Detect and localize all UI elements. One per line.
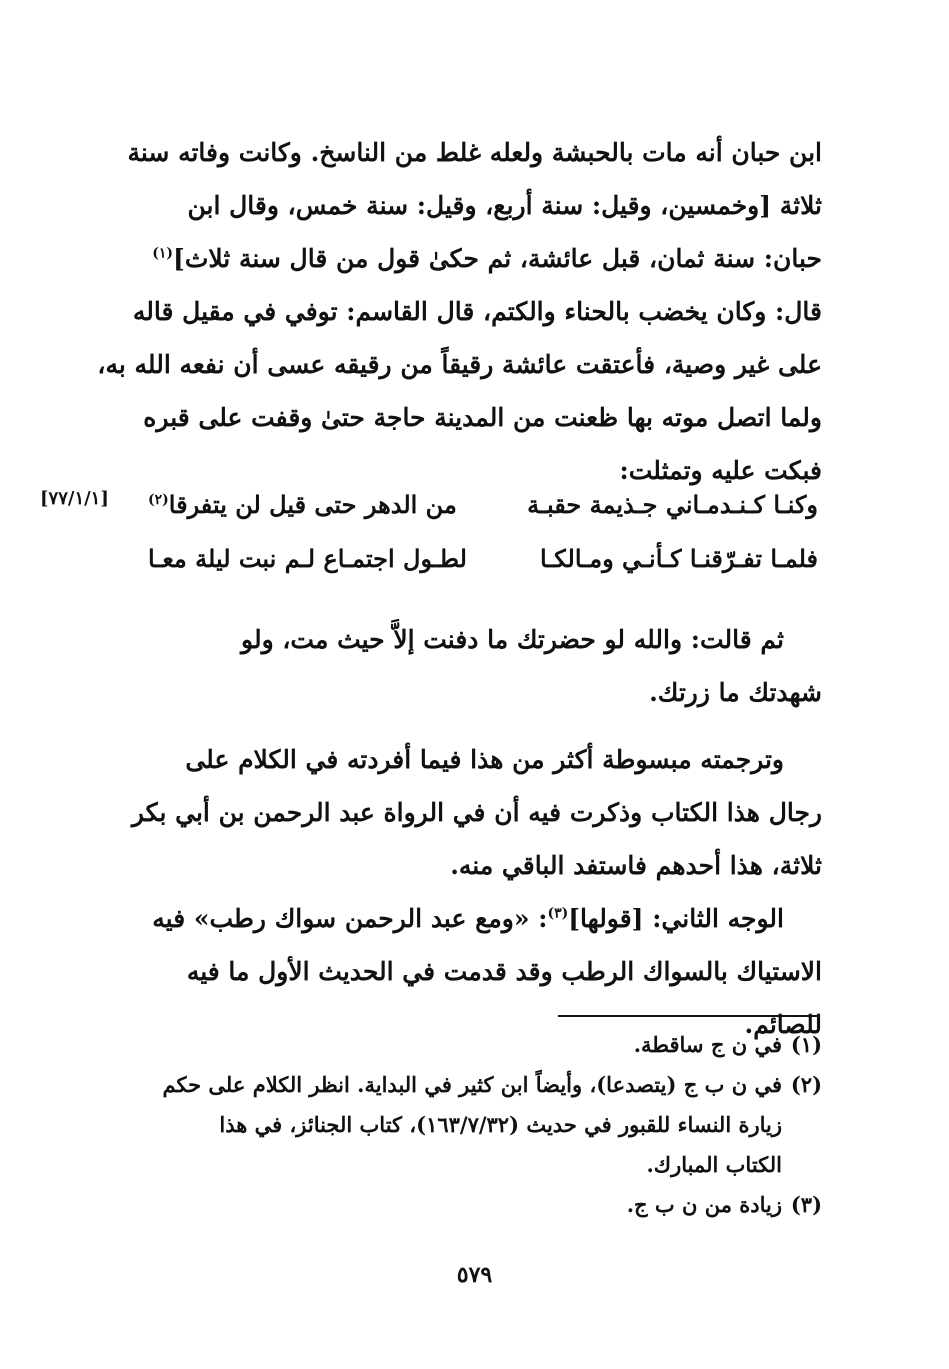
footnote-ref-3[interactable]: (٣) bbox=[547, 905, 569, 922]
hemistich: فلمـا تفـرّقنـا كـأنـي ومـالكـا bbox=[539, 544, 818, 573]
poetry-verse bbox=[148, 478, 818, 586]
footnote-divider bbox=[558, 1015, 820, 1017]
body-line: فبكت عليه وتمثلت: bbox=[619, 456, 822, 485]
para2-line: شهدتك ما زرتك. bbox=[649, 678, 822, 707]
hemistich: من الدهر حتى قيل لن يتفرقا$^{(٢)}$ bbox=[148, 490, 457, 519]
para4-line: للصائم. bbox=[744, 1010, 822, 1039]
footnote bbox=[132, 1025, 822, 1065]
footnote-line: زيارة النساء للقبور في حديث (١٦٣/٧/٣٢)، كتاب الجنائز، في هذا bbox=[219, 1112, 782, 1137]
body-line: ابن حبان أنه مات بالحبشة ولعله غلط من الناسخ. وكانت وفاته سنة bbox=[127, 138, 822, 167]
footnote-line: الكتاب المبارك. bbox=[646, 1152, 782, 1177]
footnote bbox=[132, 1185, 822, 1225]
footnote-number: (٢) bbox=[790, 1072, 822, 1097]
body-line: ولما اتصل موته بها ظعنت من المدينة حاجة حتىٰ وقفت على قبره bbox=[143, 403, 822, 432]
para4-line: الوجه الثاني: [قولها]$^{(٣)}$: «ومع عبد الرحمن سواك رطب» فيه bbox=[152, 904, 784, 933]
body-line: على غير وصية، فأعتقت عائشة رقيقاً من رقيقه عسى أن نفعه الله به، bbox=[97, 350, 822, 379]
para3-line: وترجمته مبسوطة أكثر من هذا فيما أفردته في الكلام على bbox=[185, 745, 784, 774]
manuscript-reference: [٧٧/١/١] bbox=[40, 488, 109, 509]
body-line: ثلاثة [وخمسين، وقيل: سنة أربع، وقيل: سنة خمس، وقال ابن bbox=[187, 191, 822, 220]
footnote-line: في ن ب ج (يتصدعا)، وأيضاً ابن كثير في البداية. انظر الكلام على حكم bbox=[162, 1072, 782, 1097]
para3-line: رجال هذا الكتاب وذكرت فيه أن في الرواة عبد الرحمن بن أبي بكر bbox=[131, 798, 822, 827]
footnote-line: زيادة من ن ب ج. bbox=[626, 1192, 782, 1217]
verse-row bbox=[148, 532, 818, 586]
body-line: قال: وكان يخضب بالحناء والكتم، قال القاسم: توفي في مقيل قاله bbox=[132, 297, 822, 326]
footnote-ref-2[interactable]: (٢) bbox=[148, 492, 169, 508]
main-text bbox=[97, 126, 822, 1051]
footnote-line: في ن ج ساقطة. bbox=[633, 1032, 782, 1057]
body-line: حبان: سنة ثمان، قبل عائشة، ثم حكىٰ قول من قال سنة ثلاث]$^{(١)}$ bbox=[152, 244, 822, 273]
hemistich: وكنـا كـنـدمـاني جـذيمة حقبـة bbox=[527, 490, 818, 519]
para3-line: ثلاثة، هذا أحدهم فاستفد الباقي منه. bbox=[450, 851, 822, 880]
hemistich: لطـول اجتمـاع لـم نبت ليلة معـا bbox=[148, 544, 467, 573]
para2-line: ثم قالت: والله لو حضرتك ما دفنت إلاَّ حيث مت، ولو bbox=[241, 625, 784, 654]
verse-row bbox=[148, 478, 818, 532]
page-number: ٥٧٩ bbox=[456, 1262, 493, 1288]
footnotes bbox=[132, 1025, 822, 1225]
para4-line: الاستياك بالسواك الرطب وقد قدمت في الحديث الأول ما فيه bbox=[186, 957, 822, 986]
footnote-number: (١) bbox=[790, 1032, 822, 1057]
footnote bbox=[132, 1065, 822, 1185]
footnote-ref-1[interactable]: (١) bbox=[152, 245, 173, 262]
footnote-number: (٣) bbox=[790, 1192, 822, 1217]
